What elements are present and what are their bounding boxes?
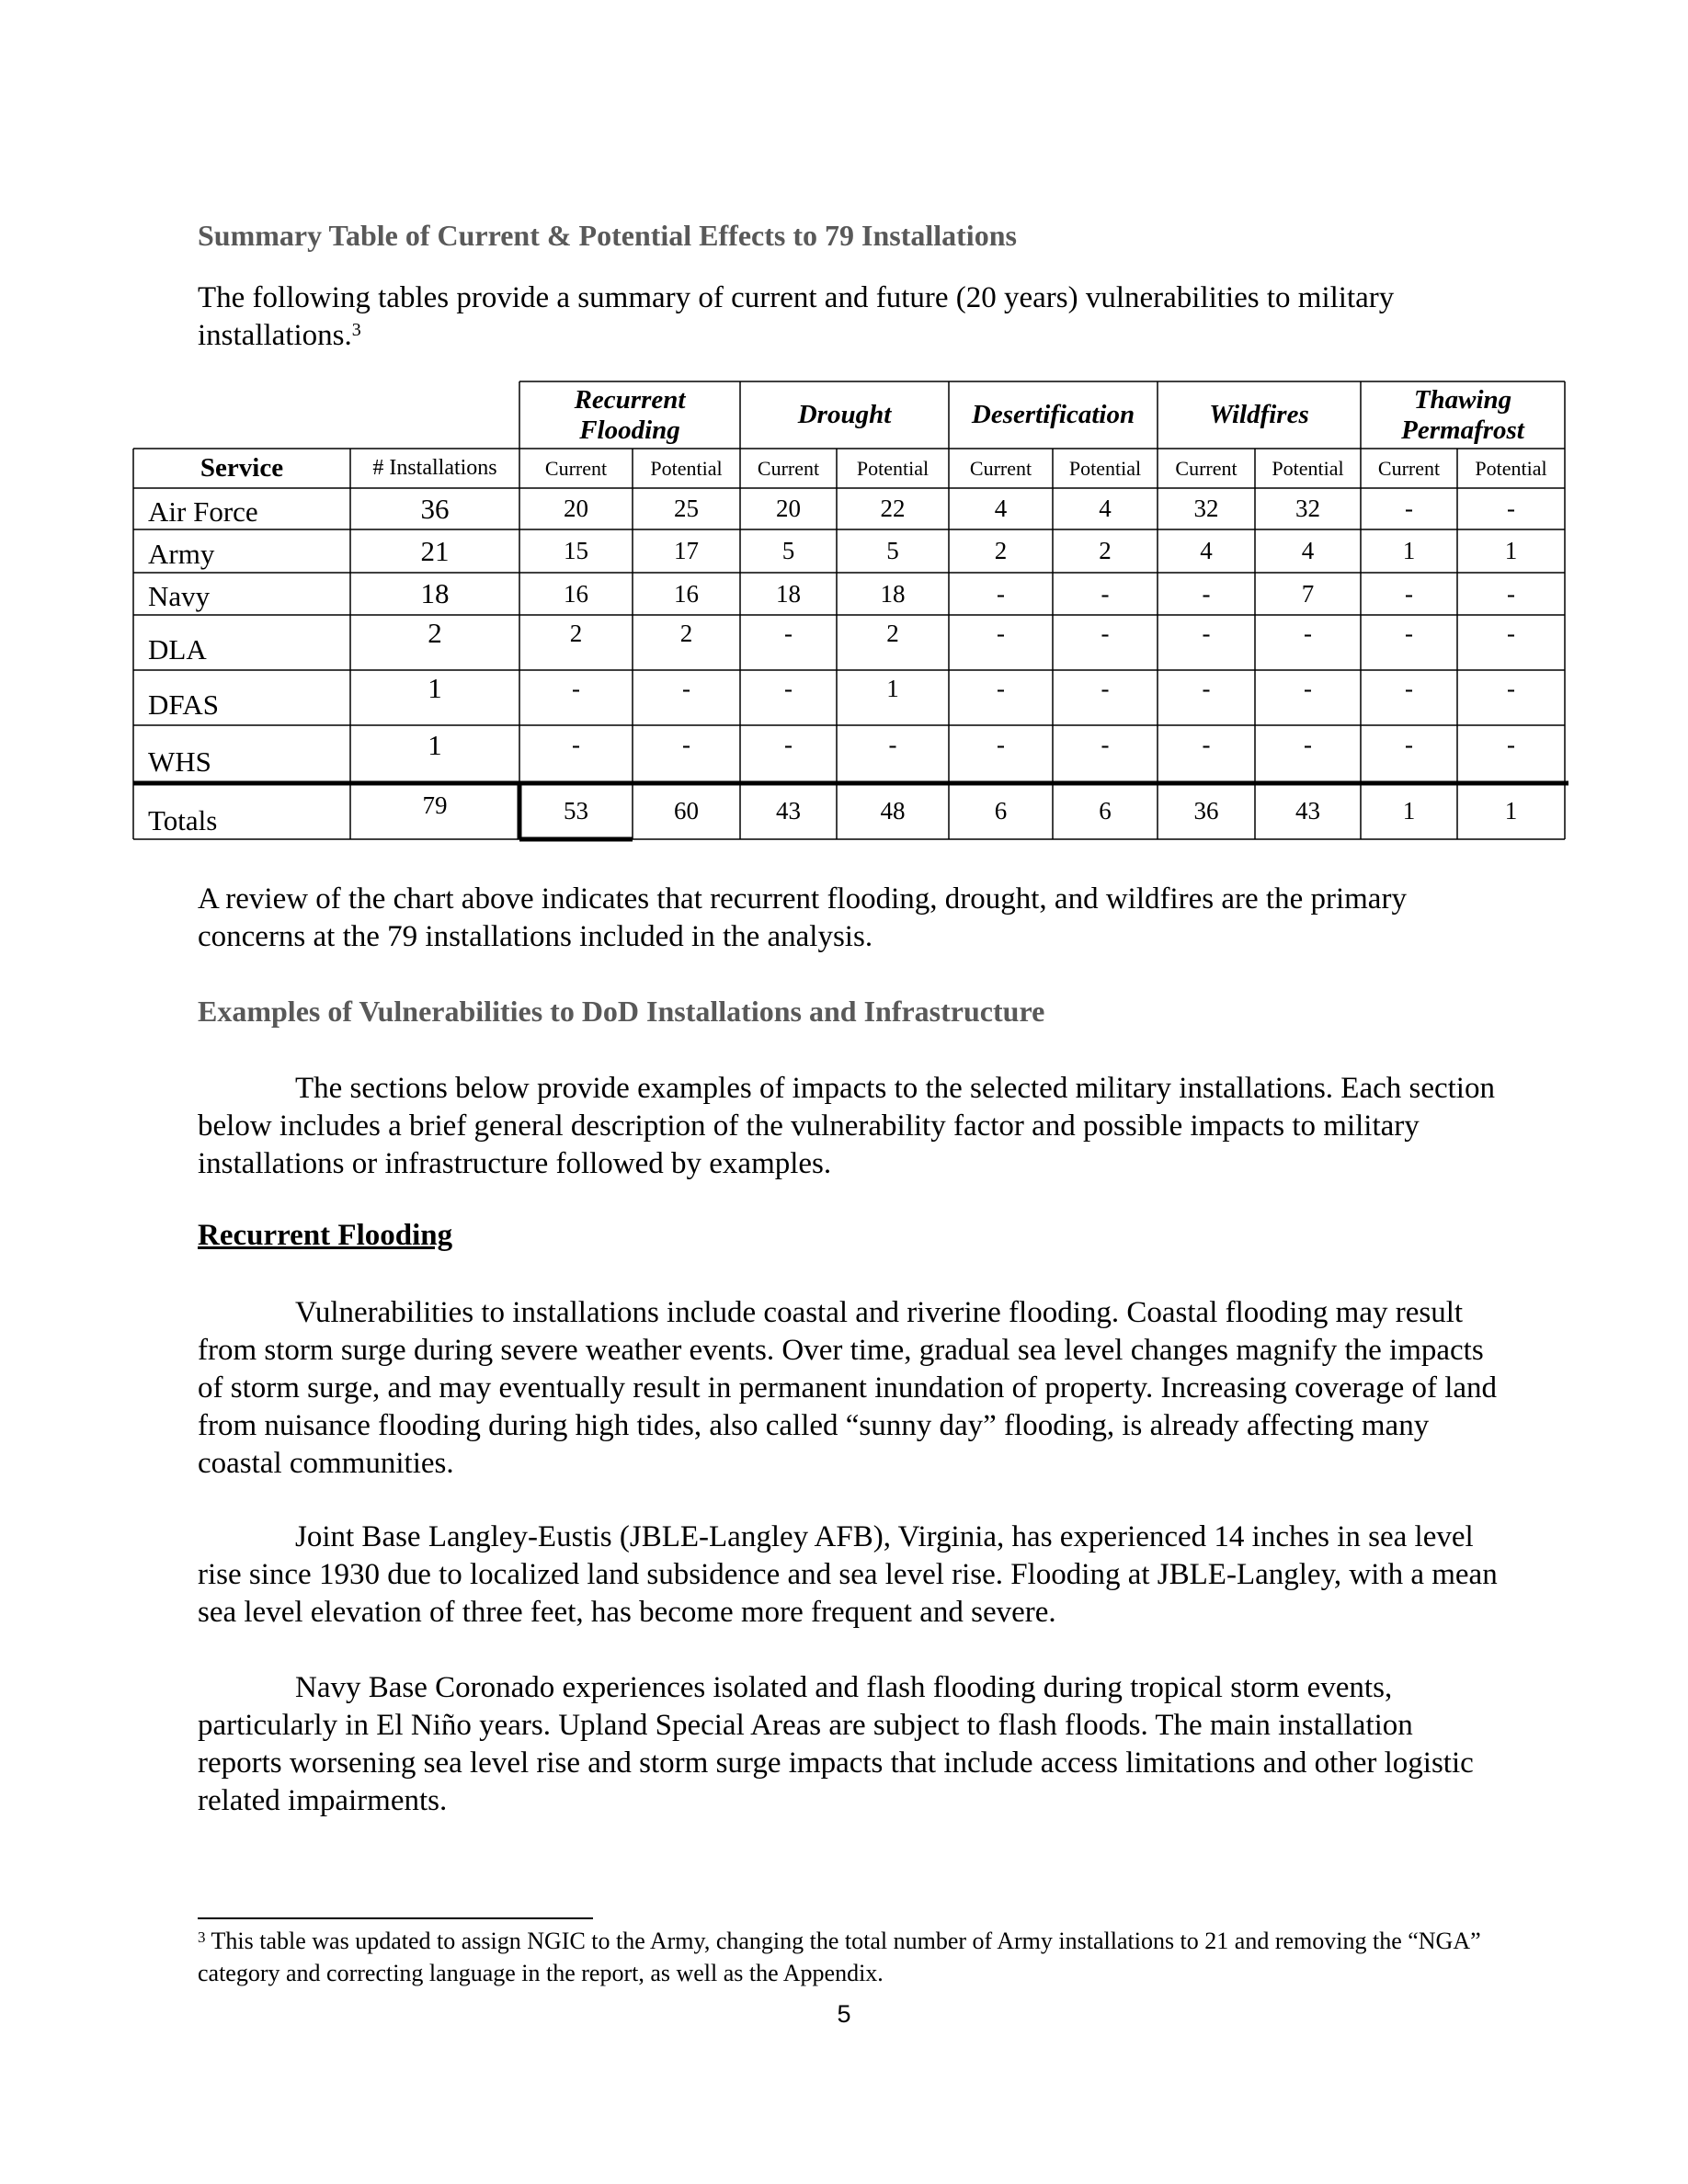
footnote-ref: 3 (351, 320, 361, 340)
value-cell (1053, 615, 1158, 670)
totals-value-cell-text: 53 (564, 797, 588, 825)
service-cell-text: Army (148, 537, 215, 570)
value-cell (519, 573, 633, 615)
value-cell-text: - (784, 674, 793, 702)
value-cell-text: 15 (564, 537, 588, 564)
value-cell (1457, 529, 1565, 573)
value-cell-text: - (1405, 495, 1413, 522)
installations-cell (350, 573, 519, 615)
value-cell (1457, 670, 1565, 725)
column-group-header (949, 381, 1158, 449)
current-header (1361, 449, 1457, 488)
value-cell (1053, 573, 1158, 615)
service-header (133, 449, 350, 488)
value-cell (519, 488, 633, 529)
current-header (1158, 449, 1255, 488)
value-cell (1158, 725, 1255, 783)
value-cell-text: 4 (994, 495, 1008, 522)
installations-cell-text: 21 (420, 534, 450, 567)
installations-cell-text: 2 (428, 617, 442, 649)
value-cell (949, 573, 1053, 615)
value-cell (1457, 615, 1565, 670)
group-label-line2: Permafrost (1401, 415, 1524, 445)
group-label-line1: Recurrent (574, 384, 686, 415)
value-cell (1158, 488, 1255, 529)
service-cell (133, 488, 350, 529)
value-cell-text: - (997, 674, 1005, 702)
value-cell-text: 4 (1099, 495, 1112, 522)
value-cell-text: - (1507, 674, 1515, 702)
value-cell (949, 488, 1053, 529)
value-cell-text: - (888, 731, 897, 758)
value-cell-text: - (1101, 619, 1110, 647)
service-cell (133, 725, 350, 783)
value-cell (837, 670, 949, 725)
value-cell (949, 615, 1053, 670)
installations-cell (350, 670, 519, 725)
flooding-paragraph-3: Navy Base Coronado experiences isolated and flash flooding during tropical storm events, particularly in El Niño years. Upland Special Areas are subject to flash floods. The main installation reports worsening sea level rise and storm surge impacts that include access limitations and other logistic related impairments. (198, 1671, 1474, 1817)
totals-value-cell (1255, 783, 1361, 839)
service-cell-text: DFAS (148, 688, 219, 721)
column-group-header (740, 381, 949, 449)
value-cell (633, 615, 740, 670)
value-cell-text: 16 (564, 579, 588, 608)
installations-cell (350, 529, 519, 573)
intro-text: The following tables provide a summary of current and future (20 years) vulnerabilities to military installations. (198, 281, 1395, 352)
value-cell-text: - (1202, 619, 1211, 647)
service-cell-text: Air Force (148, 495, 258, 528)
installations-cell (350, 725, 519, 783)
potential-header-text: Potential (1475, 456, 1547, 480)
totals-value-cell (1158, 783, 1255, 839)
totals-value-cell-text: 6 (994, 797, 1008, 825)
value-cell-text: - (1507, 619, 1515, 647)
value-cell (1255, 725, 1361, 783)
service-cell (133, 670, 350, 725)
value-cell-text: 17 (674, 537, 699, 564)
value-cell (837, 725, 949, 783)
value-cell-text: 2 (886, 619, 899, 647)
value-cell-text: - (1202, 579, 1211, 608)
totals-value-cell (1361, 783, 1457, 839)
value-cell (1053, 529, 1158, 573)
value-cell-text: 2 (569, 619, 583, 647)
footnote-rule (198, 1917, 593, 1919)
section-heading-summary: Summary Table of Current & Potential Effects to 79 Installations (198, 219, 1017, 252)
value-cell-text: - (1101, 731, 1110, 758)
value-cell-text: 18 (776, 579, 801, 608)
value-cell (740, 670, 837, 725)
value-cell (1457, 488, 1565, 529)
current-header-text: Current (969, 456, 1032, 480)
value-cell (740, 488, 837, 529)
review-paragraph: A review of the chart above indicates that recurrent flooding, drought, and wildfires are the primary concerns at the 79 installations included in the analysis. (198, 882, 1407, 953)
value-cell (1053, 670, 1158, 725)
installations-cell-text: 36 (420, 492, 450, 525)
footnote-number: 3 (198, 1928, 206, 1946)
value-cell-text: - (1202, 674, 1211, 702)
value-cell-text: 2 (994, 537, 1008, 564)
value-cell (633, 529, 740, 573)
installations-cell-text: 1 (428, 672, 442, 704)
value-cell-text: - (1405, 579, 1413, 608)
value-cell (1457, 573, 1565, 615)
value-cell-text: - (572, 674, 580, 702)
totals-installations (350, 783, 519, 839)
value-cell (519, 529, 633, 573)
totals-label (133, 783, 350, 839)
totals-value-cell-text: 43 (776, 797, 801, 825)
potential-header-text: Potential (650, 456, 723, 480)
value-cell-text: 7 (1301, 579, 1315, 608)
value-cell-text: 32 (1193, 495, 1219, 522)
value-cell (837, 573, 949, 615)
page-number: 5 (837, 2000, 851, 2028)
installations-cell (350, 488, 519, 529)
value-cell-text: 1 (1504, 537, 1518, 564)
value-cell (1361, 488, 1457, 529)
value-cell (1255, 573, 1361, 615)
value-cell (837, 529, 949, 573)
value-cell (949, 529, 1053, 573)
current-header-text: Current (1377, 456, 1441, 480)
value-cell (1053, 725, 1158, 783)
value-cell-text: - (997, 579, 1005, 608)
value-cell (1053, 488, 1158, 529)
current-header-text: Current (757, 456, 820, 480)
value-cell (1255, 529, 1361, 573)
service-cell-text: DLA (148, 633, 207, 665)
value-cell-text: 5 (781, 537, 795, 564)
totals-value-cell-text: 43 (1295, 797, 1320, 825)
value-cell-text: - (1507, 495, 1515, 522)
value-cell (740, 529, 837, 573)
value-cell (1255, 615, 1361, 670)
value-cell (837, 488, 949, 529)
value-cell-text: - (1304, 619, 1312, 647)
value-cell-text: - (1101, 579, 1110, 608)
potential-header-text: Potential (1068, 456, 1142, 480)
value-cell (519, 615, 633, 670)
group-label-line1: Drought (797, 400, 892, 429)
value-cell-text: 5 (886, 537, 899, 564)
value-cell (633, 573, 740, 615)
installations-cell-text: 18 (420, 577, 450, 609)
value-cell-text: 4 (1301, 537, 1315, 564)
value-cell (1255, 670, 1361, 725)
value-cell-text: 20 (776, 495, 801, 522)
installations-cell (350, 615, 519, 670)
installations-header-text: # Installations (372, 456, 497, 480)
value-cell-text: 16 (674, 579, 699, 608)
totals-value-cell (1053, 783, 1158, 839)
value-cell (740, 725, 837, 783)
totals-value-cell (519, 783, 633, 839)
value-cell (1361, 573, 1457, 615)
value-cell (633, 670, 740, 725)
value-cell-text: - (1304, 674, 1312, 702)
section-heading-examples: Examples of Vulnerabilities to DoD Installations and Infrastructure (198, 995, 1045, 1028)
group-label-line1: Thawing (1413, 384, 1512, 415)
totals-installations-text: 79 (422, 791, 448, 819)
value-cell (1158, 615, 1255, 670)
value-cell-text: - (997, 731, 1005, 758)
potential-header (1053, 449, 1158, 488)
totals-value-cell-text: 1 (1402, 797, 1416, 825)
current-header (949, 449, 1053, 488)
value-cell-text: - (1507, 579, 1515, 608)
column-group-header (1158, 381, 1361, 449)
service-cell-text: Navy (148, 580, 211, 612)
value-cell-text: 18 (880, 579, 906, 608)
column-group-header (1361, 381, 1565, 449)
totals-value-cell-text: 1 (1504, 797, 1518, 825)
potential-header-text: Potential (856, 456, 930, 480)
value-cell-text: 2 (1099, 537, 1112, 564)
current-header-text: Current (1175, 456, 1237, 480)
value-cell-text: - (1405, 731, 1413, 758)
totals-value-cell-text: 60 (674, 797, 699, 825)
value-cell-text: - (997, 619, 1005, 647)
value-cell-text: 25 (674, 495, 699, 522)
value-cell-text: - (784, 731, 793, 758)
group-label-line2: Flooding (579, 415, 680, 445)
value-cell-text: - (572, 731, 580, 758)
totals-value-cell (740, 783, 837, 839)
recurrent-flooding-title: Recurrent Flooding (198, 1219, 453, 1252)
value-cell (633, 488, 740, 529)
value-cell (1361, 529, 1457, 573)
potential-header-text: Potential (1272, 456, 1344, 480)
totals-value-cell-text: 6 (1099, 797, 1112, 825)
totals-value-cell (837, 783, 949, 839)
value-cell (1361, 725, 1457, 783)
value-cell-text: - (1405, 619, 1413, 647)
flooding-paragraph-2: Joint Base Langley-Eustis (JBLE-Langley AFB), Virginia, has experienced 14 inches in sea level rise since 1930 due to localized land subsidence and sea level rise. Flooding at JBLE-Langley, with a mean sea level elevation of three feet, has become more frequent and severe. (198, 1520, 1498, 1629)
installations-cell-text: 1 (428, 728, 442, 761)
service-header-text: Service (200, 453, 284, 483)
value-cell (519, 725, 633, 783)
value-cell (1158, 670, 1255, 725)
value-cell-text: - (1405, 674, 1413, 702)
value-cell (740, 615, 837, 670)
service-cell-text: WHS (148, 745, 211, 778)
footnote-text: This table was updated to assign NGIC to the Army, changing the total number of Army installations to 21 and removing the “NGA” category and correcting language in the report, as well as the Appendix. (198, 1928, 1481, 1986)
value-cell-text: - (1202, 731, 1211, 758)
service-cell (133, 573, 350, 615)
totals-value-cell-text: 36 (1193, 797, 1219, 825)
group-label-line1: Wildfires (1209, 400, 1309, 429)
value-cell (1457, 725, 1565, 783)
service-cell (133, 529, 350, 573)
value-cell-text: 4 (1200, 537, 1213, 564)
value-cell-text: - (784, 619, 793, 647)
group-label-line1: Desertification (971, 400, 1135, 429)
value-cell-text: - (1304, 731, 1312, 758)
potential-header (1255, 449, 1361, 488)
column-group-header (519, 381, 740, 449)
current-header (519, 449, 633, 488)
value-cell-text: - (1507, 731, 1515, 758)
value-cell (740, 573, 837, 615)
current-header-text: Current (544, 456, 608, 480)
totals-label-text: Totals (148, 803, 218, 836)
value-cell (1158, 573, 1255, 615)
value-cell-text: 1 (1402, 537, 1416, 564)
value-cell (1361, 615, 1457, 670)
flooding-paragraph-1: Vulnerabilities to installations include coastal and riverine flooding. Coastal flooding may result from storm surge during severe weather events. Over time, gradual sea level changes magnify the impacts of storm surge, and may eventually result in permanent inundation of property. Increasing coverage of land from nuisance flooding during high tides, also called “sunny day” flooding, is already affecting many coastal communities. (198, 1296, 1498, 1480)
installations-header (350, 449, 519, 488)
value-cell-text: 2 (679, 619, 693, 647)
value-cell (519, 670, 633, 725)
value-cell-text: 1 (886, 674, 899, 702)
value-cell-text: - (682, 731, 690, 758)
value-cell (949, 670, 1053, 725)
totals-value-cell-text: 48 (880, 797, 906, 825)
service-cell (133, 615, 350, 670)
value-cell-text: 32 (1295, 495, 1320, 522)
totals-value-cell (949, 783, 1053, 839)
value-cell-text: - (1101, 674, 1110, 702)
current-header (740, 449, 837, 488)
value-cell (1158, 529, 1255, 573)
value-cell (633, 725, 740, 783)
value-cell-text: - (682, 674, 690, 702)
totals-value-cell (633, 783, 740, 839)
totals-value-cell (1457, 783, 1565, 839)
sections-paragraph: The sections below provide examples of impacts to the selected military installations. Each section below includes a brief general description of the vulnerability factor and possible impacts to military installations or infrastructure followed by examples. (198, 1072, 1495, 1180)
potential-header (1457, 449, 1565, 488)
footnote (198, 1925, 1522, 1989)
value-cell (1361, 670, 1457, 725)
value-cell (837, 615, 949, 670)
value-cell (1255, 488, 1361, 529)
value-cell (949, 725, 1053, 783)
value-cell-text: 20 (564, 495, 588, 522)
potential-header (633, 449, 740, 488)
potential-header (837, 449, 949, 488)
value-cell-text: 22 (880, 495, 906, 522)
